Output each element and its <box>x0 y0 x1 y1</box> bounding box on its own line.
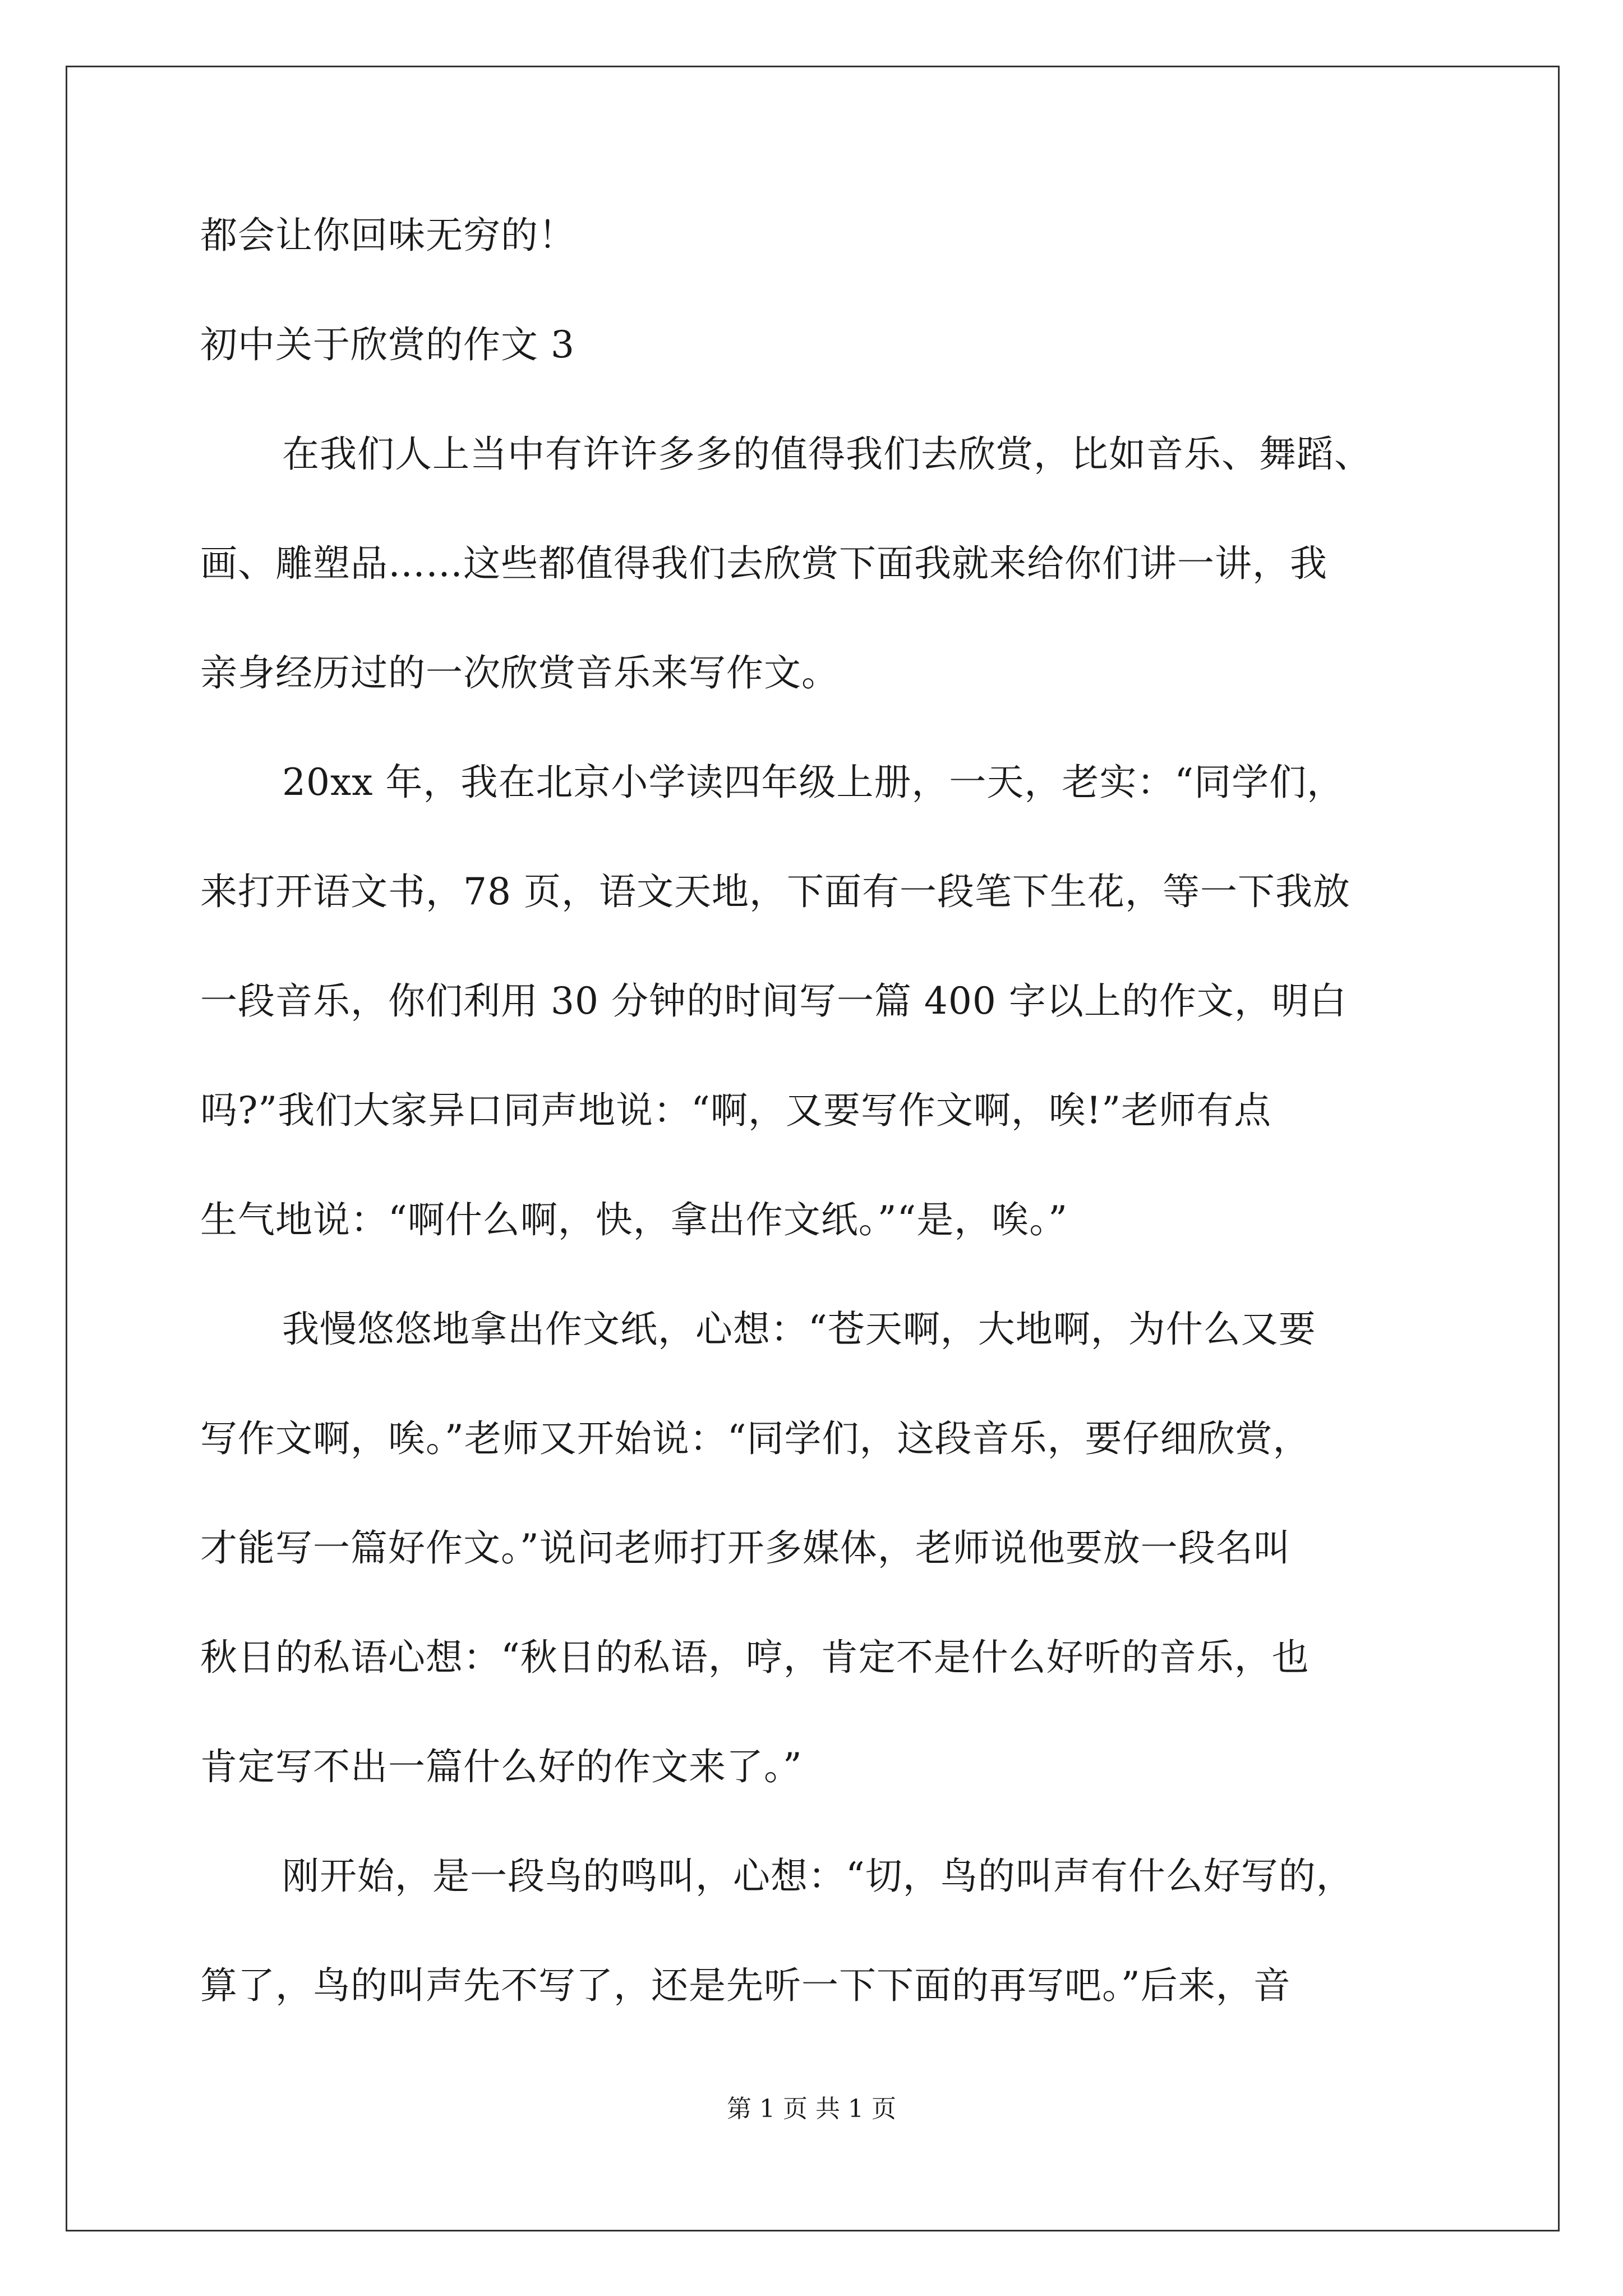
text-line: 刚开始，是一段鸟的鸣叫，心想：“切，鸟的叫声有什么好写的， <box>282 1855 1354 1898</box>
text-line: 亲身经历过的一次欣赏音乐来写作文。 <box>200 651 839 694</box>
text-line: 生气地说：“啊什么啊，快，拿出作文纸。”“是，唉。” <box>200 1198 1068 1241</box>
text-line: 才能写一篇好作文。”说问老师打开多媒体，老师说他要放一段名叫 <box>200 1526 1291 1570</box>
text-line: 一段音乐，你们利用 30 分钟的时间写一篇 400 字以上的作文，明白 <box>200 979 1347 1023</box>
section-heading: 初中关于欣赏的作文 3 <box>200 323 575 366</box>
text-line: 肯定写不出一篇什么好的作文来了。” <box>200 1745 803 1788</box>
text-line: 我慢悠悠地拿出作文纸，心想：“苍天啊，大地啊，为什么又要 <box>282 1308 1316 1351</box>
text-line: 20xx 年，我在北京小学读四年级上册，一天，老实：“同学们， <box>282 761 1345 804</box>
text-line: 吗?”我们大家异口同声地说：“啊，又要写作文啊，唉!”老师有点 <box>200 1089 1272 1132</box>
text-line: 秋日的私语心想：“秋日的私语，哼，肯定不是什么好听的音乐，也 <box>200 1636 1310 1679</box>
page-border <box>66 66 1560 2231</box>
text-line: 算了，鸟的叫声先不写了，还是先听一下下面的再写吧。”后来，音 <box>200 1964 1291 2007</box>
text-line: 写作文啊，唉。”老师又开始说：“同学们，这段音乐，要仔细欣赏， <box>200 1417 1311 1460</box>
text-line: 画、雕塑品……这些都值得我们去欣赏下面我就来给你们讲一讲，我 <box>200 542 1327 585</box>
text-line: 来打开语文书，78 页，语文天地，下面有一段笔下生花，等一下我放 <box>200 870 1350 913</box>
page-footer: 第 1 页 共 1 页 <box>727 2095 896 2123</box>
text-line: 在我们人上当中有许许多多的值得我们去欣赏，比如音乐、舞蹈、 <box>282 432 1372 476</box>
text-line: 都会让你回味无穷的！ <box>200 214 576 257</box>
